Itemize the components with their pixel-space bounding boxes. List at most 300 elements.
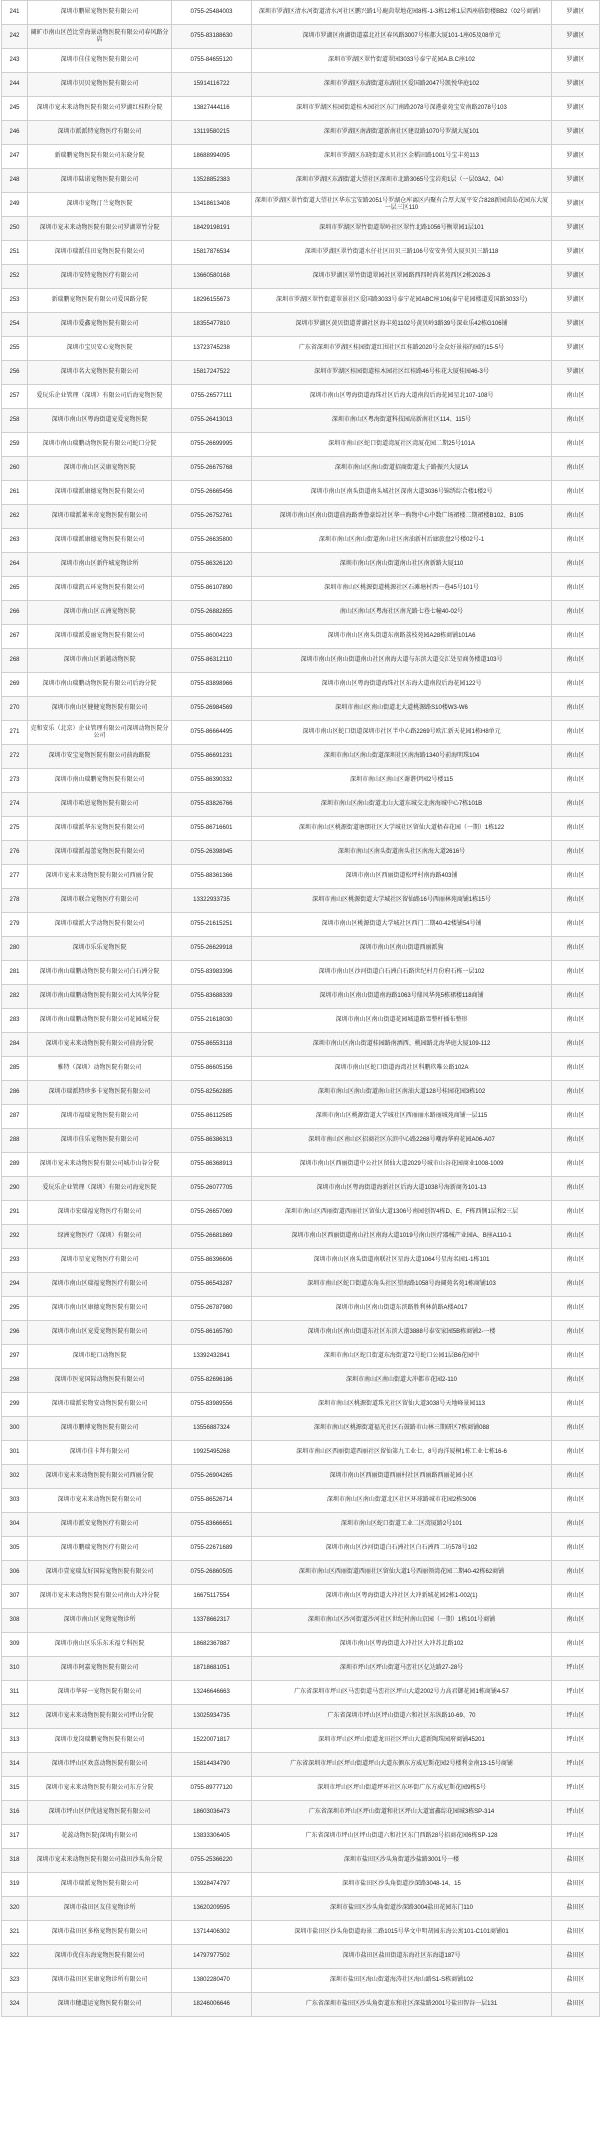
table-row [2,505,600,529]
district: 坪山区 [552,1657,600,1681]
row-number: 279 [2,913,28,937]
district: 南山区 [552,553,600,577]
district: 罗湖区 [552,49,600,73]
hospital-name: 爱玩乐企业管理（深圳）有限公司后海宠物医院 [28,385,172,409]
address: 深圳市南山区南山街道大冲都市花园2-110 [252,1369,552,1393]
district: 南山区 [552,1273,600,1297]
phone-number: 0755-26787980 [172,1297,252,1321]
address: 深圳市南山区沙河街道白石洲社区白石洲西二坊578号102 [252,1537,552,1561]
address: 南山区南山区粤海社区南光路七巷七幢40-02号 [252,601,552,625]
district: 南山区 [552,1513,600,1537]
table-row [2,961,600,985]
row-number: 320 [2,1897,28,1921]
hospital-name: 深圳市南山瑞鹏动物医院有限公司大风华分院 [28,985,172,1009]
district: 坪山区 [552,1705,600,1729]
table-row [2,817,600,841]
district: 罗湖区 [552,361,600,385]
hospital-name: 花蕊动物医院(深圳)有限公司 [28,1825,172,1849]
table-row [2,313,600,337]
row-number: 262 [2,505,28,529]
district: 南山区 [552,1225,600,1249]
address: 深圳市南山区桃源街道珠光社区留仙大道3038号天地峰景园113 [252,1393,552,1417]
address: 深圳市罗湖区东晓街道水贝社区金稻田路1001号宝丰苑113 [252,145,552,169]
address: 深圳市罗湖区翠竹街道翠景社区爱国路3033号泰宁花园ABC座106(泰宁花园楼道爱国路3033号) [252,289,552,313]
row-number: 316 [2,1801,28,1825]
row-number: 321 [2,1921,28,1945]
phone-number: 13378662317 [172,1609,252,1633]
phone-number: 0755-26635800 [172,529,252,553]
phone-number: 0755-83898966 [172,673,252,697]
address: 深圳市南山区西丽街道南山社区南海大道1019号南山医疗器械产业园A、B座A110-1 [252,1225,552,1249]
table-row [2,1969,600,1993]
table-row [2,1873,600,1897]
table-row [2,1921,600,1945]
address: 深圳市盐田区沙头角街道沙盐路3001号一楼 [252,1849,552,1873]
district: 南山区 [552,1081,600,1105]
hospital-name: 深圳市派派特宠物医疗有限公司 [28,121,172,145]
row-number: 308 [2,1609,28,1633]
district: 南山区 [552,1009,600,1033]
row-number: 305 [2,1537,28,1561]
address: 深圳市南山区桃源街道大学城社区西门二期40-42楼铺54号铺 [252,913,552,937]
address: 深圳市罗湖区翠竹街道翠园社区翠园路西四时尚茗苑西区2栋2026-3 [252,265,552,289]
hospital-name: 深圳市瑞凯五环宠物医院有限公司 [28,577,172,601]
phone-number: 0755-86605156 [172,1057,252,1081]
row-number: 270 [2,697,28,721]
district: 南山区 [552,1609,600,1633]
phone-number: 0755-84655120 [172,49,252,73]
address: 深圳市南山区南头街道东南路荔枝苑园A28栋商铺101A6 [252,625,552,649]
row-number: 322 [2,1945,28,1969]
district: 南山区 [552,1585,600,1609]
row-number: 274 [2,793,28,817]
address: 深圳市罗湖区南湖街道嘉北社区春风路3007号桂都大厦101-1座05及08单元 [252,25,552,49]
row-number: 288 [2,1129,28,1153]
hospital-name: 深圳市佳佳宠物医院有限公司 [28,49,172,73]
phone-number: 0755-86004223 [172,625,252,649]
row-number: 303 [2,1489,28,1513]
hospital-name: 深圳市南山瑞鹏动物医院有限公司后海分院 [28,673,172,697]
table-row [2,841,600,865]
address: 深圳市南山区南山街道南山社区南油新村后廊旅盘2号楼02号-1 [252,529,552,553]
address: 广东省深圳市坪山区坪山街道六和社区东纵路10-69、70 [252,1705,552,1729]
district: 罗湖区 [552,217,600,241]
table-row [2,145,600,169]
address: 深圳市罗湖区东湖街道大望社区深圳市北路3065号宝岩苑1层（一层03A2、04） [252,169,552,193]
hospital-name: 深圳市南山区瑞福宠物医疗有限公司 [28,1273,172,1297]
phone-number: 18688994095 [172,145,252,169]
row-number: 280 [2,937,28,961]
phone-number: 0755-83688339 [172,985,252,1009]
phone-number: 0755-26413013 [172,409,252,433]
hospital-name: 深圳市蛇口动物医院 [28,1345,172,1369]
address: 深圳市南山区南山街道东滨路胜利林荫路A楼A017 [252,1297,552,1321]
table-row [2,721,600,745]
phone-number: 0755-86526714 [172,1489,252,1513]
address: 深圳市坪山区坪山街道龙田社区坪山大道新陶珠园府商铺45201 [252,1729,552,1753]
row-number: 290 [2,1177,28,1201]
row-number: 249 [2,193,28,217]
hospital-name: 深圳市坪山区欢喜动物医院有限公司 [28,1753,172,1777]
district: 南山区 [552,1321,600,1345]
phone-number: 0755-86716601 [172,817,252,841]
address: 广东省深圳市坪山区坪山街道六和社区东门西路28号招商花园6栋SP-128 [252,1825,552,1849]
address: 深圳市南山区南山街道桂园路南洒西、桃园路北海华庭大厦109-112 [252,1033,552,1057]
row-number: 260 [2,457,28,481]
district: 南山区 [552,1561,600,1585]
table-row [2,793,600,817]
district: 南山区 [552,577,600,601]
address: 深圳市盐田区海山街道海涛社区海山路S1-S栋商铺102 [252,1969,552,1993]
table-row [2,481,600,505]
hospital-name: 深圳市佳卡拜有限公司 [28,1441,172,1465]
table-row [2,169,600,193]
district: 罗湖区 [552,313,600,337]
row-number: 248 [2,169,28,193]
phone-number: 18603036473 [172,1801,252,1825]
hospital-name: 深圳市南山瑞鹏动物医院有限公司蛇口分院 [28,433,172,457]
address: 深圳市南山区桃源街道大学城社区西丽丽水路丽城苑商铺一层115 [252,1105,552,1129]
phone-number: 0755-86368913 [172,1153,252,1177]
district: 罗湖区 [552,265,600,289]
hospital-name: 深圳市瑞派佳田宠物医院有限公司 [28,241,172,265]
address: 深圳市南山区粤海街道科技园高新南社区114、115号 [252,409,552,433]
address: 广东省深圳市坪山区坪山街道坪山大道东侧东方威尼斯花园2号楼利金南13-15号商铺 [252,1753,552,1777]
phone-number: 13802280470 [172,1969,252,1993]
district: 南山区 [552,1489,600,1513]
district: 南山区 [552,697,600,721]
hospital-name: 深圳市瑞派宏物安动物医院有限公司 [28,1393,172,1417]
address: 深圳市南山区南山街道前海路香鲁豪综社区华一购物中心中数广场裙楼二期裙楼B102、B105 [252,505,552,529]
table-row [2,529,600,553]
table-row [2,1537,600,1561]
row-number: 244 [2,73,28,97]
phone-number: 0755-26699995 [172,433,252,457]
table-row [2,1897,600,1921]
phone-number: 0755-26398945 [172,841,252,865]
address: 深圳市坪山区坪山街道马峦社区亿达路27-28号 [252,1657,552,1681]
phone-number: 0755-26577111 [172,385,252,409]
row-number: 284 [2,1033,28,1057]
table-body [2,1,600,2017]
table-row [2,265,600,289]
district: 南山区 [552,433,600,457]
hospital-name: 深圳市瑞派华东宠物医院有限公司 [28,817,172,841]
address: 深圳市南山区南山街道西丽派狗 [252,937,552,961]
row-number: 267 [2,625,28,649]
district: 南山区 [552,649,600,673]
phone-number: 0755-26882855 [172,601,252,625]
row-number: 324 [2,1993,28,2017]
phone-number: 0755-88361366 [172,865,252,889]
table-row [2,985,600,1009]
phone-number: 18429198191 [172,217,252,241]
address: 深圳市罗湖区东湖街道东湖社区爱国路2047号凯悦华庭102 [252,73,552,97]
phone-number: 13528852383 [172,169,252,193]
district: 坪山区 [552,1801,600,1825]
address: 深圳市南山区西丽街道西丽村社区西丽路西丽花园小区 [252,1465,552,1489]
table-row [2,1081,600,1105]
phone-number: 0755-86326120 [172,553,252,577]
hospital-name: 深圳市宠未来动物医院有限公司西丽分院 [28,865,172,889]
hospital-name: 深圳市瑞派康德宠物医院有限公司 [28,481,172,505]
district: 南山区 [552,1153,600,1177]
hospital-name: 深圳市南山区新仵城宠物诊所 [28,553,172,577]
hospital-name: 深圳市盐田区友佳宠物诊所 [28,1897,172,1921]
phone-number: 18246006646 [172,1993,252,2017]
row-number: 289 [2,1153,28,1177]
address: 深圳市南山区南山街道招商街道太子路振兴大厦1A [252,457,552,481]
hospital-name: 深圳市陆诺宠物医院有限公司 [28,169,172,193]
row-number: 263 [2,529,28,553]
district: 南山区 [552,1345,600,1369]
table-row [2,1297,600,1321]
address: 深圳市南山区南山街道北区社区环球路城市花园2栋S006 [252,1489,552,1513]
phone-number: 0755-83666651 [172,1513,252,1537]
district: 坪山区 [552,1681,600,1705]
address: 深圳市南山区南头街道南头城社区深南大道3036号锦绣综合楼1楼2号 [252,481,552,505]
address: 深圳市南山区西丽街道松坪村南海路403铺 [252,865,552,889]
hospital-name: 深圳市阿嘉宠物医院有限公司 [28,1657,172,1681]
phone-number: 0755-86312110 [172,649,252,673]
phone-number: 15220071817 [172,1729,252,1753]
row-number: 315 [2,1777,28,1801]
district: 南山区 [552,481,600,505]
hospital-name: 深圳市南山区粤海街道宠爱宠物医院 [28,409,172,433]
phone-number: 0755-26675768 [172,457,252,481]
phone-number: 13556887324 [172,1417,252,1441]
phone-number: 13418613408 [172,193,252,217]
hospital-name: 阔旷市南山区芭比堂海景动物医院有限公司春风路分店 [28,25,172,49]
row-number: 317 [2,1825,28,1849]
address: 深圳市坪山区坪山街道坪环社区东环街广东方威尼斯花园9栋5号 [252,1777,552,1801]
phone-number: 13246646663 [172,1681,252,1705]
hospital-name: 深圳市优佳东海宠物医院有限公司 [28,1945,172,1969]
table-row [2,601,600,625]
district: 南山区 [552,961,600,985]
table-row [2,241,600,265]
hospital-name: 深圳市宠未来动物医院有限公司城市山谷分院 [28,1153,172,1177]
phone-number: 0755-26665456 [172,481,252,505]
phone-number: 0755-89777120 [172,1777,252,1801]
phone-number: 18718681051 [172,1657,252,1681]
hospital-name: 深圳市南山区乐乐东禾福专科医院 [28,1633,172,1657]
hospital-name: 深圳市安特宠物医疗有限公司 [28,265,172,289]
table-row [2,1633,600,1657]
phone-number: 19925495268 [172,1441,252,1465]
phone-number: 0755-82562885 [172,1081,252,1105]
table-row [2,1945,600,1969]
phone-number: 13827444116 [172,97,252,121]
phone-number: 18682367887 [172,1633,252,1657]
address: 深圳市罗湖区翠竹街道大望社区华东宝安路2051号罗湖仓库离区内聚有合厚大厦平安合828新园茵岛花园东大厦一层三区110 [252,193,552,217]
district: 南山区 [552,937,600,961]
table-row [2,913,600,937]
hospital-name: 深圳市瑞派康德宠物医院有限公司 [28,529,172,553]
row-number: 298 [2,1369,28,1393]
address: 深圳市南山区蛇口街道湾厦社区湾厦花园二期25号101A [252,433,552,457]
row-number: 261 [2,481,28,505]
address: 深圳市盐田区沙头角街道海景二路1015号华文中明胡园东海公寓101-C101商铺01 [252,1921,552,1945]
district: 南山区 [552,1129,600,1153]
phone-number: 0755-21618030 [172,1009,252,1033]
district: 坪山区 [552,1729,600,1753]
phone-number: 0755-25484003 [172,1,252,25]
district: 南山区 [552,793,600,817]
hospital-name: 深圳市宠未来动物医院有限公司罗湖红桂粉分院 [28,97,172,121]
hospital-name: 深圳市乐乐宠物医院 [28,937,172,961]
address: 深圳市南山区南山街道花园城道路雪整杆插布整形 [252,1009,552,1033]
table-row [2,1225,600,1249]
table-row [2,361,600,385]
hospital-name: 深圳市哈恩宠物医院有限公司 [28,793,172,817]
hospital-name: 绿洲宠物医疗（深圳）有限公司 [28,1225,172,1249]
table-row [2,1657,600,1681]
phone-number: 13025934735 [172,1705,252,1729]
district: 罗湖区 [552,289,600,313]
row-number: 272 [2,745,28,769]
district: 南山区 [552,985,600,1009]
row-number: 245 [2,97,28,121]
phone-number: 0755-86390332 [172,769,252,793]
address: 深圳市盐田区盐田街道东海社区东海道187号 [252,1945,552,1969]
district: 南山区 [552,673,600,697]
hospital-name: 深圳市坪山区伊优迪宠物医院有限公司 [28,1801,172,1825]
hospital-name: 深圳市瑞派爱丽宠物医院有限公司 [28,625,172,649]
phone-number: 14797977502 [172,1945,252,1969]
row-number: 293 [2,1249,28,1273]
table-row [2,937,600,961]
phone-number: 15914116722 [172,73,252,97]
row-number: 265 [2,577,28,601]
hospital-name: 深圳市南山区健健宠物医院有限公司 [28,697,172,721]
row-number: 323 [2,1969,28,1993]
phone-number: 0755-26860505 [172,1561,252,1585]
address: 深圳市南山区西丽街道西丽社区留仙大道1306号南园创智4栋D、E、F栋西侧1层和2三层 [252,1201,552,1225]
address: 深圳市罗湖区南湖街道新南社区建设路1070号罗湖大厦101 [252,121,552,145]
phone-number: 0755-83188630 [172,25,252,49]
hospital-name: 深圳市穗道运宠物医院有限公司 [28,1993,172,2017]
hospital-name: 深圳市鹏瑞宠物医疗有限公司 [28,1537,172,1561]
table-row [2,1801,600,1825]
phone-number: 0755-86165760 [172,1321,252,1345]
district: 南山区 [552,817,600,841]
district: 坪山区 [552,1777,600,1801]
district: 罗湖区 [552,97,600,121]
table-row [2,1057,600,1081]
district: 盐田区 [552,1969,600,1993]
row-number: 251 [2,241,28,265]
address: 深圳市南山区西丽街道西丽社区留仙大道1号西丽领湾花园二期40-42栋62商铺 [252,1561,552,1585]
address: 深圳市南山区南山街道南山社区南油大道128号桂园花园3栋102 [252,1081,552,1105]
table-row [2,1777,600,1801]
hospital-name: 深圳市龙岗瑞鹏宠物医院有限公司 [28,1729,172,1753]
table-row [2,1489,600,1513]
row-number: 285 [2,1057,28,1081]
hospital-name: 深圳市南山瑞鹏动物医院有限公司花园城分院 [28,1009,172,1033]
row-number: 286 [2,1081,28,1105]
table-row [2,121,600,145]
district: 南山区 [552,1033,600,1057]
phone-number: 0755-26077705 [172,1177,252,1201]
address: 深圳市罗湖区桂园街道桂木园社区东门南路2078号深港豪苑宝安南路2078号103 [252,97,552,121]
address: 深圳市罗湖区翠竹街道翠岭社区翠竹北路1056号衡翠园1层101 [252,217,552,241]
table-row [2,1153,600,1177]
district: 南山区 [552,1465,600,1489]
district: 南山区 [552,1249,600,1273]
table-row [2,337,600,361]
district: 南山区 [552,1417,600,1441]
table-row [2,1849,600,1873]
row-number: 312 [2,1705,28,1729]
table-row [2,1369,600,1393]
district: 南山区 [552,601,600,625]
phone-number: 15814434790 [172,1753,252,1777]
district: 南山区 [552,1057,600,1081]
district: 南山区 [552,913,600,937]
phone-number: 0755-21615251 [172,913,252,937]
phone-number: 0755-83826766 [172,793,252,817]
hospital-name: 新瑞鹏宠物医院有限公司爱国路分院 [28,289,172,313]
table-row [2,1753,600,1777]
table-row [2,1993,600,2017]
row-number: 287 [2,1105,28,1129]
phone-number: 0755-86553118 [172,1033,252,1057]
table-row [2,49,600,73]
hospital-name: 深圳市南山区宠爱宠物医院有限公司 [28,1321,172,1345]
row-number: 302 [2,1465,28,1489]
table-row [2,1681,600,1705]
address: 深圳市南山区桃源街道塘朗社区大学城社区留仙大道梧春花园（一期）1栋122 [252,817,552,841]
table-row [2,1561,600,1585]
hospital-name: 深圳市瑞派特珍多卡宠物医院有限公司 [28,1081,172,1105]
address: 深圳市南山区南山街道南山社区南海大道与东滨大道交汇处星商务楼道103号 [252,649,552,673]
row-number: 318 [2,1849,28,1873]
row-number: 257 [2,385,28,409]
phone-number: 0755-86386313 [172,1129,252,1153]
address: 广东省深圳市坪山区坪山街道和社区坪山大道富鑫综花园城3栋SP-314 [252,1801,552,1825]
hospital-name: 深圳市瑞派莱米奇宠物医院有限公司 [28,505,172,529]
phone-number: 0755-26904265 [172,1465,252,1489]
address: 深圳市罗湖区黄贝街道菁湖社区海丰苑1102号黄贝岭3路39号深业乐42栋G106铺 [252,313,552,337]
district: 南山区 [552,889,600,913]
district: 南山区 [552,409,600,433]
phone-number: 15817247522 [172,361,252,385]
table-row [2,769,600,793]
address: 深圳市南山区蛇口街道深圳市社区半中心路2269号欧汇新天花园1栋H8单元 [252,721,552,745]
hospital-name: 深圳市盐田区宏康宠物诊所有限公司 [28,1969,172,1993]
district: 南山区 [552,385,600,409]
district: 罗湖区 [552,145,600,169]
hospital-name: 深圳市瑞派大学动物医院有限公司 [28,913,172,937]
phone-number: 0755-26657069 [172,1201,252,1225]
row-number: 254 [2,313,28,337]
hospital-name: 深圳市壹宠瑞友好国际宠物医院有限公司 [28,1561,172,1585]
district: 南山区 [552,1633,600,1657]
phone-number: 13119580215 [172,121,252,145]
hospital-name: 深圳市派安宠物医疗有限公司 [28,1513,172,1537]
district: 南山区 [552,745,600,769]
table-row [2,1705,600,1729]
hospital-name: 深圳市宠未来动物医院有限公司前海分院 [28,1033,172,1057]
hospital-name: 深圳市宠未来动物医院有限公司南山大冲分院 [28,1585,172,1609]
district: 罗湖区 [552,193,600,217]
address: 深圳市南山区粤海街道海珠社区东海大道南段后海花园122号 [252,673,552,697]
district: 南山区 [552,457,600,481]
row-number: 264 [2,553,28,577]
table-row [2,1513,600,1537]
address: 深圳市罗湖区桂园街道桂木园社区红桂路46号桂花大厦桂园46-3号 [252,361,552,385]
